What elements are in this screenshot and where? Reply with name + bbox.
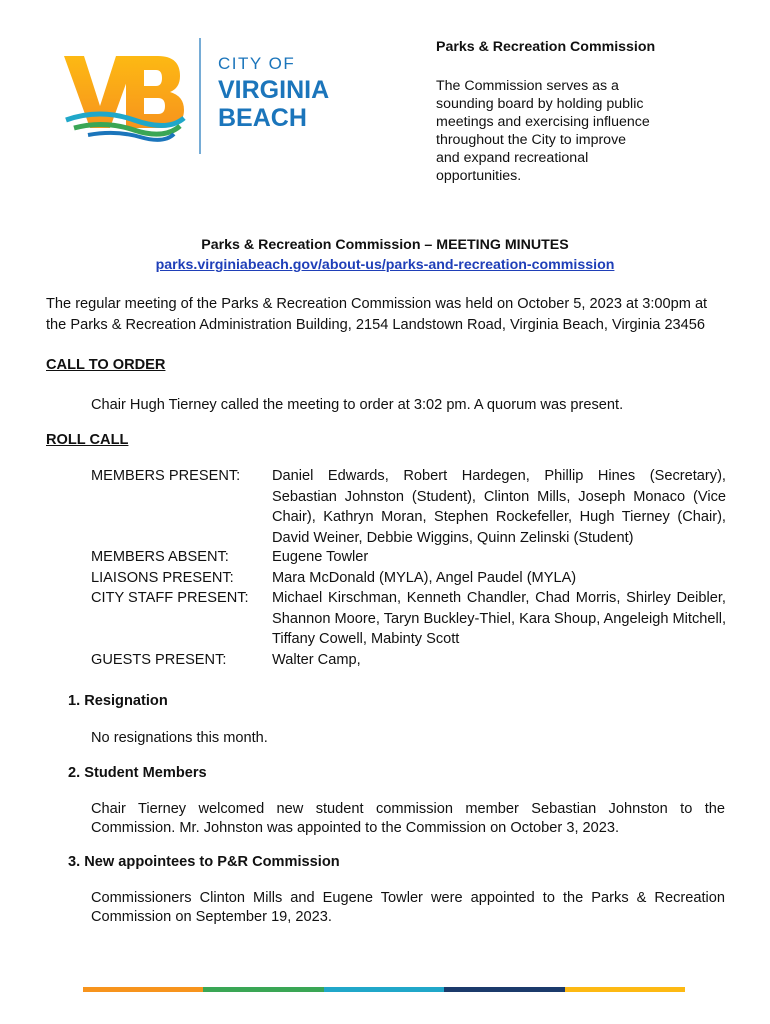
footer-segment [444,987,564,992]
item-new-appointees-title: 3. New appointees to P&R Commission [68,854,340,870]
members-present-list: Daniel Edwards, Robert Hardegen, Phillip Hines (Secretary), Sebastian Johnston (Student), Clinton Mills, Joseph Monaco (Vice Chair), Kathryn Moran, Stephen Rockefeller, Hugh Tierney (Chair), David Weiner, Debbie Wiggins, Quinn Zelinski (Student) [272,468,726,546]
logo-b-shape [126,56,184,128]
intro-line: and expand recreational [436,150,589,166]
footer-segment [324,987,444,992]
item-student-members-text: Chair Tierney welcomed new student commission member Sebastian Johnston to the Commission. Mr. Johnston was appointed to the Commission on October 3, 2023. [91,801,725,836]
call-to-order-text: Chair Hugh Tierney called the meeting to order at 3:02 pm. A quorum was present. [91,397,624,413]
vb-logo-graphic [60,36,360,156]
intro-line: throughout the City to improve [436,132,627,148]
intro-line: sounding board by holding public [436,96,644,112]
commission-intro [436,38,696,185]
guests-list: Walter Camp, [272,652,361,668]
liaisons-list: Mara McDonald (MYLA), Angel Paudel (MYLA) [272,570,577,586]
members-absent-label: MEMBERS ABSENT: [91,549,229,565]
intro-line: The Commission serves as a [436,78,619,94]
intro-line: opportunities. [436,168,522,184]
roll-call-heading: ROLL CALL [46,432,129,448]
footer-segment [565,987,685,992]
guests-label: GUESTS PRESENT: [91,652,227,668]
opening-line-1: The regular meeting of the Parks & Recreation Commission was held on October 5, 2023 at 3:00pm at [46,296,708,312]
city-logo [60,36,360,156]
intro-line: meetings and exercising influence [436,114,650,130]
item-resignation-text: No resignations this month. [91,730,268,746]
logo-line3: BEACH [218,104,307,132]
members-absent-list: Eugene Towler [272,549,369,565]
commission-link[interactable]: parks.virginiabeach.gov/about-us/parks-and-recreation-commission [155,257,615,273]
city-staff-label: CITY STAFF PRESENT: [91,590,249,606]
footer-segment [203,987,323,992]
minutes-title: Parks & Recreation Commission – MEETING MINUTES [201,237,569,253]
item-resignation-title: 1. Resignation [68,693,168,709]
members-present-label: MEMBERS PRESENT: [91,468,241,484]
intro-title: Parks & Recreation Commission [436,39,656,55]
liaisons-label: LIAISONS PRESENT: [91,570,234,586]
item-student-members-title: 2. Student Members [68,765,207,781]
logo-line1: CITY OF [218,54,296,73]
footer-segment [83,987,203,992]
item-new-appointees-text: Commissioners Clinton Mills and Eugene Towler were appointed to the Parks & Recreation Commission on September 19, 2023. [91,890,725,925]
city-staff-list: Michael Kirschman, Kenneth Chandler, Chad Morris, Shirley Deibler, Shannon Moore, Taryn Buckley-Thiel, Kara Shoup, Angeleigh Mitchell, Tiffany Cowell, Mabinty Scott [272,590,727,648]
opening-paragraph [46,294,730,336]
footer-color-bar [83,987,685,992]
call-to-order-heading: CALL TO ORDER [46,357,166,373]
logo-line2: VIRGINIA [218,76,330,104]
opening-line-2: the Parks & Recreation Administration Building, 2154 Landstown Road, Virginia Beach, Virginia 23456 [46,317,706,333]
